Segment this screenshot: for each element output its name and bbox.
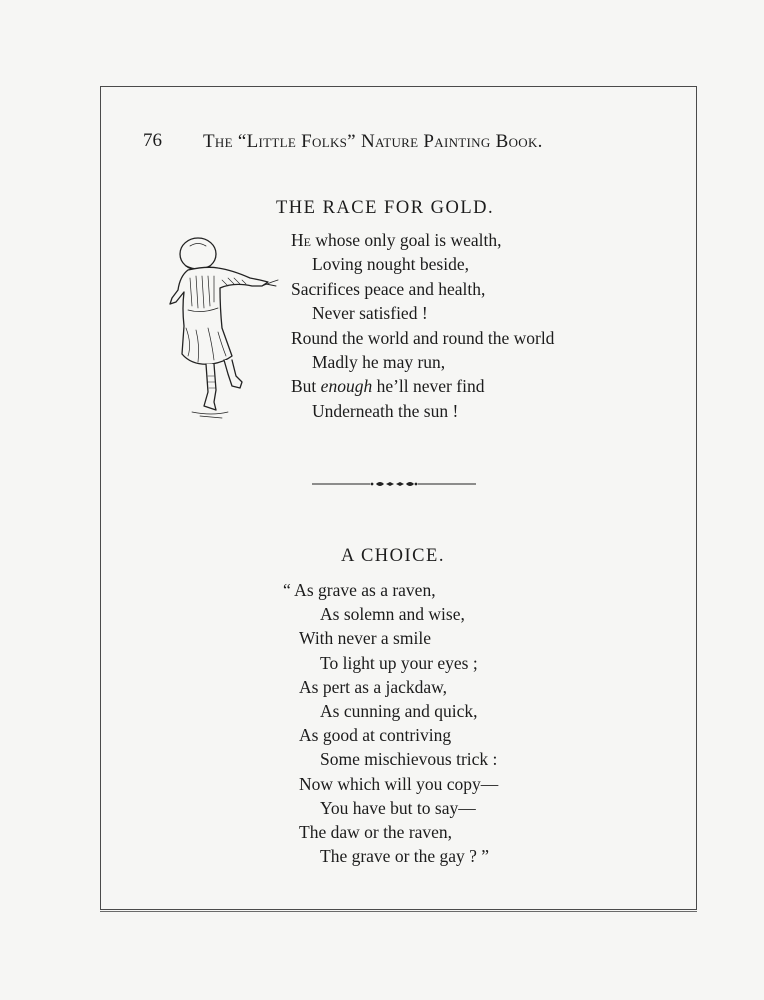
poem-race-for-gold	[291, 230, 554, 425]
poem-a-choice	[283, 580, 498, 870]
poem-line: Some mischievous trick :	[320, 749, 498, 770]
poem-line: Sacrifices peace and health,	[291, 278, 486, 299]
poem-line: Loving nought beside,	[312, 254, 469, 275]
bottom-rule	[100, 911, 697, 912]
poem-line: The grave or the gay ? ”	[320, 846, 490, 867]
poem-line: You have but to say—	[320, 797, 476, 818]
poem-line: As cunning and quick,	[320, 700, 478, 721]
poem-line: To light up your eyes ;	[320, 652, 478, 673]
lead-word: He	[291, 230, 311, 250]
emphasis-word: enough	[320, 376, 373, 397]
poem-line: Now which will you copy—	[299, 773, 499, 794]
poem-line: With never a smile	[299, 628, 431, 649]
poem-title-race-for-gold: THE RACE FOR GOLD.	[276, 198, 495, 218]
page-number: 76	[143, 130, 162, 151]
poem-line: The daw or the raven,	[299, 821, 453, 842]
poem-line: As good at contriving	[299, 725, 452, 746]
line-text: he’ll never find	[372, 376, 485, 397]
poem-line: Madly he may run,	[312, 351, 446, 372]
running-child-illustration	[162, 236, 290, 420]
running-title: The “Little Folks” Nature Painting Book.	[203, 131, 543, 152]
line-text: But	[291, 376, 321, 397]
poem-line: As solemn and wise,	[320, 604, 465, 625]
poem-line: Underneath the sun !	[312, 400, 459, 421]
poem-line: Never satisfied !	[312, 303, 428, 324]
poem-line: As pert as a jackdaw,	[299, 676, 448, 697]
poem-line: Round the world and round the world	[291, 327, 555, 348]
poem-line	[291, 230, 554, 254]
poem-line	[291, 376, 554, 400]
poem-line: “ As grave as a raven,	[283, 580, 436, 600]
line-text: whose only goal is wealth,	[310, 230, 502, 250]
section-divider-ornament	[312, 476, 476, 492]
poem-title-a-choice: A CHOICE.	[341, 546, 445, 566]
